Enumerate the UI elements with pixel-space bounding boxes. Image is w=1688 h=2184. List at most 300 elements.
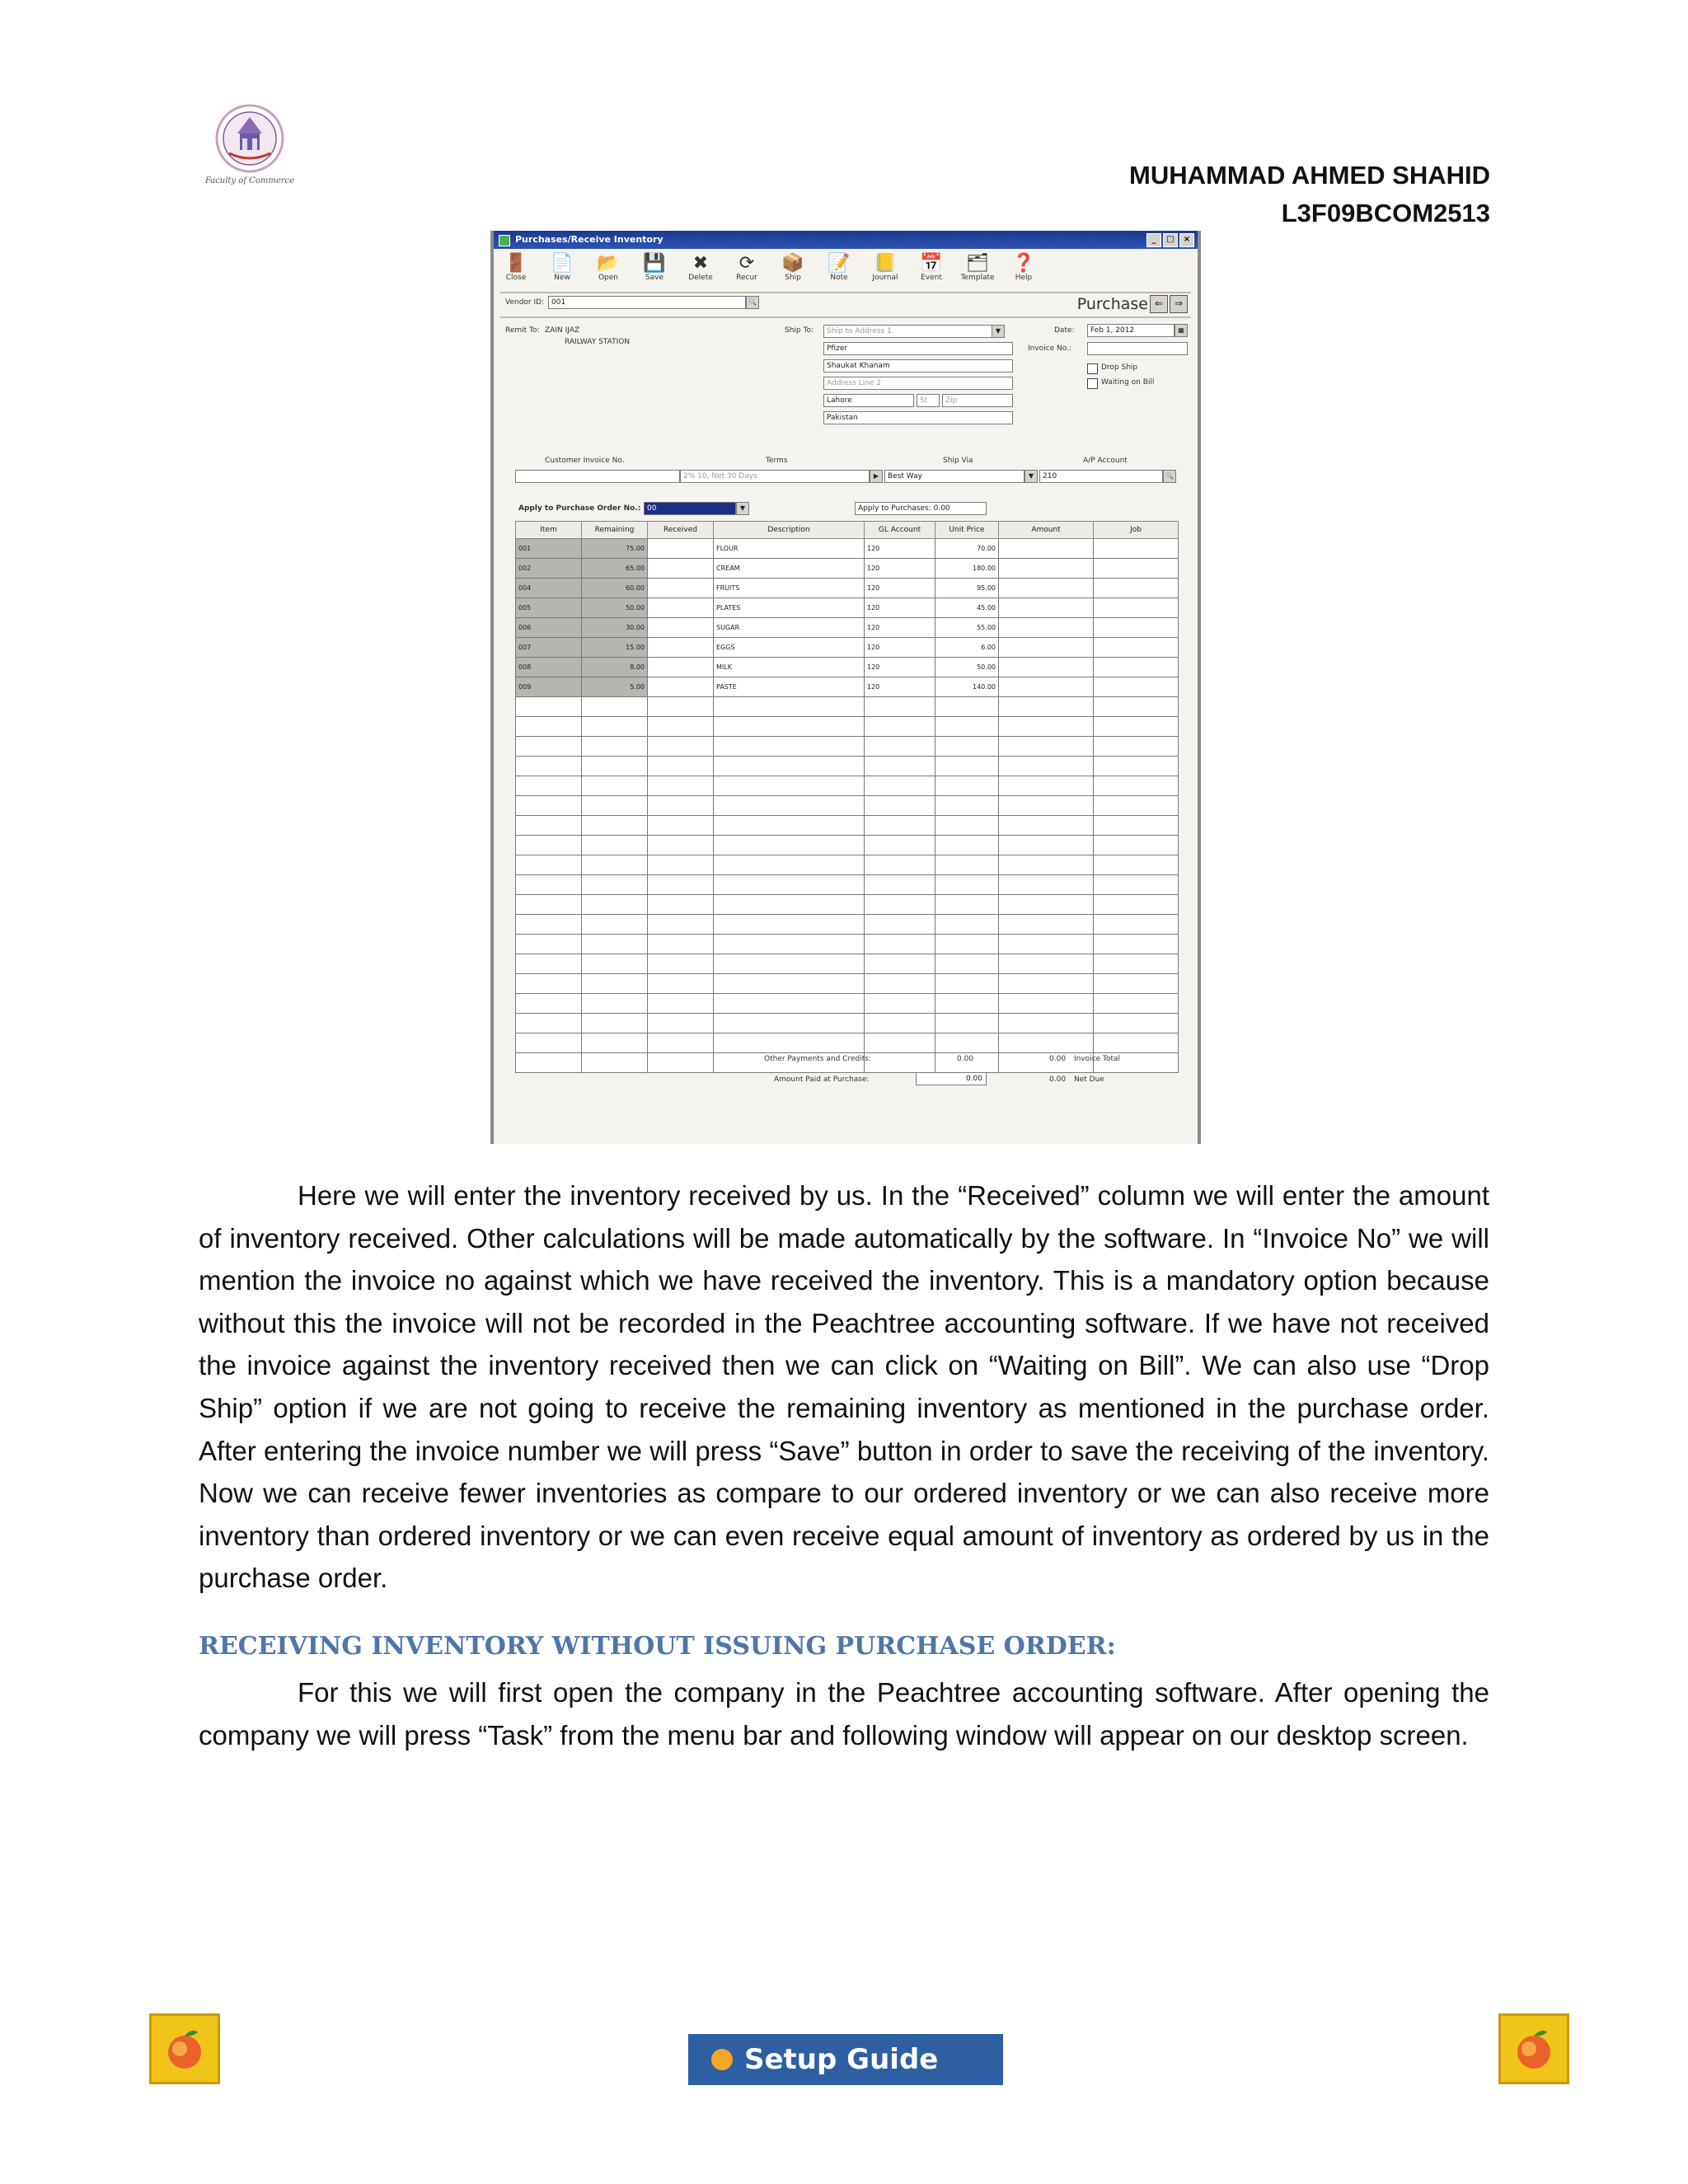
ship-via-dropdown-icon[interactable]: ▼ [1025,470,1038,483]
ship-to-zip-field[interactable]: Zip [942,394,1013,407]
table-cell [1094,935,1179,954]
table-cell [1094,757,1179,776]
table-row[interactable] [516,855,1179,875]
other-payments-label: Other Payments and Credits: [764,1055,871,1063]
table-row[interactable] [516,559,1179,579]
table-cell [714,954,865,974]
table-cell: 15.00 [582,638,648,658]
table-cell[interactable] [648,559,714,579]
help-button[interactable]: ❓ Help [1006,254,1041,290]
table-cell [865,915,935,935]
event-button[interactable]: 📅 Event [914,254,949,290]
table-cell [516,855,582,875]
table-cell [516,935,582,954]
table-row[interactable] [516,796,1179,816]
ship-via-field[interactable]: Best Way [884,470,1025,483]
table-cell [1094,816,1179,836]
table-row[interactable] [516,1014,1179,1033]
ap-account-field[interactable]: 210 [1039,470,1163,483]
table-cell: 006 [516,618,582,638]
table-cell[interactable] [648,875,714,895]
table-cell [935,717,999,737]
student-id: L3F09BCOM2513 [1281,199,1490,227]
table-row[interactable] [516,875,1179,895]
template-icon: 🗂 [966,253,989,274]
table-cell [935,875,999,895]
table-row[interactable] [516,737,1179,757]
ship-button[interactable]: 📦 Ship [776,254,810,290]
table-row[interactable] [516,836,1179,855]
save-icon: 💾 [643,253,666,274]
table-cell [516,994,582,1014]
table-cell [1094,855,1179,875]
table-cell [714,895,865,915]
table-cell[interactable] [648,618,714,638]
table-cell [999,539,1094,559]
table-cell [999,677,1094,697]
table-cell [999,618,1094,638]
table-cell: 120 [865,677,935,697]
table-cell: 50.00 [582,598,648,618]
invoice-no-label: Invoice No.: [1028,344,1072,353]
table-cell: FRUITS [714,579,865,598]
table-cell [582,875,648,895]
table-cell[interactable] [648,737,714,757]
table-cell [999,895,1094,915]
remit-to-line1: ZAIN IJAZ [545,326,580,335]
table-row[interactable] [516,935,1179,954]
window-controls [1146,233,1194,247]
table-cell: 120 [865,539,935,559]
table-cell [582,954,648,974]
table-cell: 005 [516,598,582,618]
table-cell [582,796,648,816]
column-header: Unit Price [935,522,999,539]
header-divider [500,316,1191,318]
table-cell[interactable] [648,757,714,776]
apply-po-label: Apply to Purchase Order No.: [518,504,641,513]
table-row[interactable] [516,1033,1179,1053]
table-row[interactable] [516,618,1179,638]
table-cell [865,895,935,915]
setup-guide-label: Setup Guide [744,2043,939,2076]
table-row[interactable] [516,776,1179,796]
table-cell: 002 [516,559,582,579]
table-cell[interactable] [648,994,714,1014]
table-cell[interactable] [648,717,714,737]
toolbar [499,254,1041,290]
table-cell [999,1014,1094,1033]
table-cell [1094,836,1179,855]
table-cell [999,994,1094,1014]
table-cell [1094,1033,1179,1053]
table-cell: 001 [516,539,582,559]
section-heading: RECEIVING INVENTORY WITHOUT ISSUING PURCHASE ORDER: [199,1632,1116,1661]
table-cell: EGGS [714,638,865,658]
save-button[interactable]: 💾 Save [637,254,672,290]
apply-po-dropdown-icon[interactable]: ▼ [736,502,749,515]
table-cell [999,598,1094,618]
table-cell [714,816,865,836]
svg-text:Faculty of Commerce: Faculty of Commerce [204,176,295,185]
date-label: Date: [1054,326,1075,335]
table-cell [865,974,935,994]
vendor-id-field[interactable]: 001 [548,296,746,309]
table-cell [1094,994,1179,1014]
template-button[interactable]: 🗂 Template [960,253,995,282]
table-cell: FLOUR [714,539,865,559]
close-button[interactable]: 🚪 Close [499,254,533,290]
table-cell [582,697,648,717]
table-cell [516,836,582,855]
note-icon: 📝 [828,253,851,274]
column-header: Description [714,522,865,539]
maximize-icon[interactable]: □ [1163,233,1178,247]
table-cell [1094,796,1179,816]
table-row[interactable] [516,677,1179,697]
table-cell [999,717,1094,737]
toolbar-divider [500,292,1191,293]
line-items-table [515,521,1179,1073]
ship-via-label: Ship Via [943,457,973,465]
table-cell [865,1014,935,1033]
table-cell [999,697,1094,717]
close-tool-icon: 🚪 [504,253,528,274]
table-cell[interactable] [648,1033,714,1053]
table-cell [935,816,999,836]
table-row[interactable] [516,658,1179,677]
table-cell[interactable] [648,915,714,935]
net-due-value: 0.00 [1049,1076,1067,1084]
table-cell [999,559,1094,579]
invoice-total-label: Invoice Total [1074,1055,1121,1063]
table-cell [714,935,865,954]
ship-to-state-field[interactable]: St [917,394,940,407]
delete-button[interactable]: ✖ Delete [683,254,718,290]
amount-paid-label: Amount Paid at Purchase: [774,1076,870,1084]
table-cell[interactable] [648,539,714,559]
table-cell: 30.00 [582,618,648,638]
table-cell [935,915,999,935]
table-cell [582,1033,648,1053]
table-cell [714,1014,865,1033]
table-cell [865,935,935,954]
table-cell [999,974,1094,994]
table-row[interactable] [516,717,1179,737]
table-cell [999,638,1094,658]
previous-arrow-icon[interactable]: ⇐ [1150,295,1168,313]
table-cell[interactable] [648,954,714,974]
ship-to-country-field[interactable]: Pakistan [823,411,1013,424]
table-cell [865,737,935,757]
ap-account-label: A/P Account [1083,457,1128,465]
terms-label: Terms [766,457,788,465]
table-cell: 75.00 [582,539,648,559]
drop-ship-checkbox[interactable] [1087,363,1098,374]
purchase-mode-label: Purchase [1076,295,1148,313]
ship-to-city-field[interactable]: Lahore [823,394,914,407]
apply-purchases-tab[interactable]: Apply to Purchases: 0.00 [855,502,987,515]
recur-button[interactable]: ⟳ Recur [729,254,764,290]
table-cell[interactable] [648,895,714,915]
invoice-total-value: 0.00 [1049,1055,1067,1063]
other-payments-value: 0.00 [957,1055,974,1063]
table-cell [582,737,648,757]
table-row[interactable] [516,895,1179,915]
table-cell [516,1053,582,1073]
table-cell [999,816,1094,836]
table-cell [582,836,648,855]
table-cell[interactable] [648,855,714,875]
ship-to-name-field[interactable]: Pfizer [823,342,1013,355]
table-cell [1094,954,1179,974]
apply-po-select[interactable]: 00 [644,502,736,515]
table-cell [1094,638,1179,658]
table-cell [1094,598,1179,618]
table-cell[interactable] [648,836,714,855]
customer-invoice-field[interactable] [515,470,680,483]
delete-icon: ✖ [692,253,709,274]
event-icon: 📅 [920,253,943,274]
table-cell [935,836,999,855]
date-field[interactable]: Feb 1, 2012 [1087,324,1175,337]
table-cell [999,954,1094,974]
orange-dot-icon [711,2049,733,2070]
table-cell [865,796,935,816]
table-cell [714,836,865,855]
waiting-on-bill-checkbox[interactable] [1087,378,1098,389]
table-cell [1094,539,1179,559]
table-cell: 004 [516,579,582,598]
table-cell [999,757,1094,776]
table-cell: 120 [865,598,935,618]
table-cell [865,954,935,974]
column-header: GL Account [865,522,935,539]
table-cell [582,757,648,776]
table-cell: 120 [865,658,935,677]
table-cell [516,974,582,994]
table-cell [582,855,648,875]
terms-arrow-icon[interactable]: ▶ [870,470,883,483]
table-row[interactable] [516,915,1179,935]
table-row[interactable] [516,697,1179,717]
table-cell [516,697,582,717]
table-cell[interactable] [648,816,714,836]
table-cell [1094,658,1179,677]
table-cell [582,1053,648,1073]
setup-guide-banner [688,2034,1003,2085]
table-cell [865,994,935,1014]
calendar-icon[interactable]: ▦ [1175,324,1188,337]
table-cell[interactable] [648,638,714,658]
table-row[interactable] [516,638,1179,658]
table-cell [1094,697,1179,717]
table-cell [865,855,935,875]
university-logo [188,97,312,190]
table-cell[interactable] [648,579,714,598]
table-cell: 140.00 [935,677,999,697]
table-row[interactable] [516,579,1179,598]
open-button[interactable]: 📂 Open [591,254,626,290]
waiting-on-bill-label: Waiting on Bill [1101,378,1155,387]
table-cell [582,776,648,796]
table-cell [935,935,999,954]
table-cell [935,994,999,1014]
table-cell [1094,717,1179,737]
table-cell [714,757,865,776]
peach-icon [1498,2013,1569,2084]
table-cell [714,994,865,1014]
table-cell: 008 [516,658,582,677]
table-row[interactable] [516,974,1179,994]
table-cell [516,717,582,737]
remit-to-line2: RAILWAY STATION [565,338,631,346]
journal-button[interactable]: 📒 Journal [868,254,903,290]
table-cell[interactable] [648,1014,714,1033]
table-cell[interactable] [648,974,714,994]
table-cell[interactable] [648,697,714,717]
table-cell: 50.00 [935,658,999,677]
column-header: Remaining [582,522,648,539]
table-cell [1094,579,1179,598]
table-cell [999,836,1094,855]
table-cell: PASTE [714,677,865,697]
table-cell [714,737,865,757]
table-cell[interactable] [648,1053,714,1073]
new-button[interactable]: 📄 New [545,254,579,290]
drop-ship-label: Drop Ship [1101,363,1138,372]
table-cell: CREAM [714,559,865,579]
table-cell [865,776,935,796]
table-cell [935,974,999,994]
table-cell [714,855,865,875]
table-cell [999,579,1094,598]
terms-field[interactable]: 2% 10, Net 30 Days [680,470,870,483]
net-due-label: Net Due [1074,1076,1104,1084]
table-cell[interactable] [648,677,714,697]
table-cell[interactable] [648,796,714,816]
table-cell [714,697,865,717]
table-row[interactable] [516,539,1179,559]
author-block [1129,157,1490,232]
table-cell[interactable] [648,935,714,954]
table-cell [1094,1014,1179,1033]
table-cell [1094,895,1179,915]
table-cell [999,915,1094,935]
table-cell [999,737,1094,757]
table-cell [582,994,648,1014]
column-header: Received [648,522,714,539]
table-cell: PLATES [714,598,865,618]
table-cell [714,875,865,895]
table-cell [935,855,999,875]
table-cell [516,954,582,974]
table-cell [516,816,582,836]
peach-icon [149,2013,220,2084]
table-row[interactable] [516,816,1179,836]
table-cell [1094,875,1179,895]
vendor-id-label: Vendor ID: [505,298,545,307]
table-cell [935,697,999,717]
table-cell [999,855,1094,875]
ship-to-address-line2-field[interactable]: Address Line 2 [823,377,1013,390]
table-cell [1094,776,1179,796]
note-button[interactable]: 📝 Note [822,254,856,290]
ap-account-lookup-icon[interactable]: 🔍 [1163,470,1176,483]
table-cell [999,776,1094,796]
remit-to-label: Remit To: [505,326,540,335]
table-cell [935,796,999,816]
table-cell [999,1033,1094,1053]
table-cell [865,875,935,895]
table-row[interactable] [516,598,1179,618]
table-cell [582,1014,648,1033]
table-cell: 120 [865,559,935,579]
table-row[interactable] [516,954,1179,974]
table-cell[interactable] [648,598,714,618]
invoice-no-field[interactable] [1087,342,1188,355]
table-cell [935,1033,999,1053]
table-cell [865,816,935,836]
vendor-lookup-icon[interactable]: 🔍 [746,296,759,309]
table-cell [865,1033,935,1053]
table-cell [865,836,935,855]
table-cell [1094,974,1179,994]
table-cell [714,717,865,737]
body-paragraph-1: Here we will enter the inventory received by us. In the “Received” column we will enter the amount of inventory received. Other calculations will be made automatically by the software. In “Invoice No” we will mention the invoice no against which we have received the inventory. This is a mandatory option because without this the invoice will not be recorded in the Peachtree accounting software. If we have not received the invoice against the inventory received then we can click on “Waiting on Bill”. We can also use “Drop Ship” option if we are not going to receive the remaining inventory as mentioned in the purchase order. After entering the invoice number we will press “Save” button in order to save the receiving of the inventory. Now we can receive fewer inventories as compare to our ordered inventory or we can also receive more inventory than ordered inventory or we can even receive equal amount of inventory as ordered by us in the purchase order. [199,1180,1489,1594]
table-row[interactable] [516,757,1179,776]
ship-to-address-select[interactable]: Ship to Address 1 [823,325,1005,338]
table-cell [516,737,582,757]
minimize-icon[interactable]: _ [1146,233,1161,247]
ship-to-dropdown-icon[interactable]: ▼ [992,325,1005,338]
column-header: Job [1094,522,1179,539]
table-cell: 45.00 [935,598,999,618]
table-cell: 007 [516,638,582,658]
help-icon: ❓ [1012,253,1035,274]
table-cell [935,895,999,915]
line-items-body [516,539,1179,1073]
table-cell [516,915,582,935]
table-cell [582,895,648,915]
table-cell: 55.00 [935,618,999,638]
table-cell [516,895,582,915]
table-cell[interactable] [648,658,714,677]
close-icon[interactable]: × [1179,233,1194,247]
table-row[interactable] [516,994,1179,1014]
table-cell [935,757,999,776]
table-cell [935,776,999,796]
table-cell [582,935,648,954]
table-cell: 8.00 [582,658,648,677]
amount-paid-field[interactable]: 0.00 [916,1072,987,1085]
table-cell [999,875,1094,895]
table-cell: 65.00 [582,559,648,579]
table-cell[interactable] [648,776,714,796]
table-cell: 009 [516,677,582,697]
ship-to-label: Ship To: [785,326,814,335]
open-icon: 📂 [597,253,620,274]
table-cell: 60.00 [582,579,648,598]
ship-to-address-line1-field[interactable]: Shaukat Khanam [823,359,1013,373]
author-name: MUHAMMAD AHMED SHAHID [1129,161,1490,190]
table-cell [865,1053,935,1073]
column-header: Item [516,522,582,539]
table-cell [714,796,865,816]
table-cell [1094,737,1179,757]
table-cell: 120 [865,579,935,598]
next-arrow-icon[interactable]: ⇒ [1170,295,1188,313]
